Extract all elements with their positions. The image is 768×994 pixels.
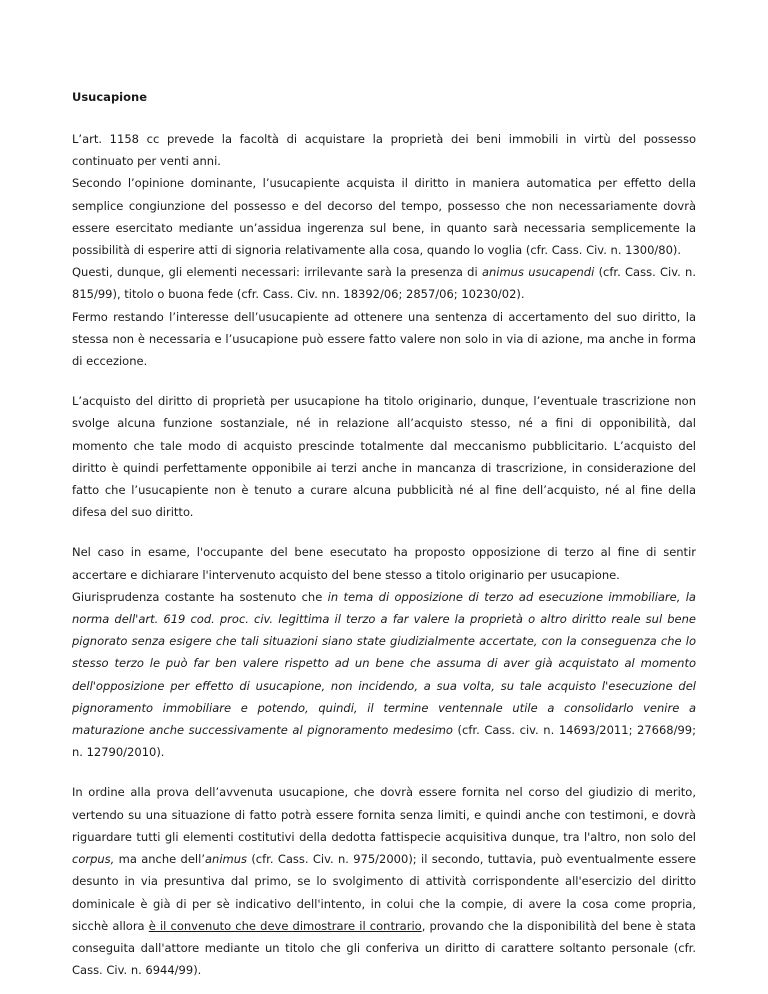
- paragraph-7: [72, 586, 696, 764]
- paragraph-2: Secondo l’opinione dominante, l’usucapiente acquista il diritto in maniera automatica per effetto della semplice congiunzione del possesso e del decorso del tempo, possesso che non necessariamente dovrà essere esercitato mediante un’assidua ingerenza sul bene, in quanto sarà necessaria semplicemente la possibilità di esperire atti di signoria relativamente alla cosa, quando lo voglia (cfr. Cass. Civ. n. 1300/80).: [72, 176, 696, 258]
- document-title: Usucapione: [72, 90, 148, 104]
- paragraph-1: L’art. 1158 cc prevede la facoltà di acquistare la proprietà dei beni immobili in virtù del possesso continuato per venti anni.: [72, 132, 696, 169]
- paragraph-7-emphasis: in tema di opposizione di terzo ad esecuzione immobiliare, la norma dell'art. 619 cod. proc. civ. legittima il terzo a far valere la proprietà o altro diritto reale sul bene pignorato senza esigere che tali situazioni siano state giudizialmente accertate, con la conseguenza che lo stesso terzo le può far ben valere rispetto ad un bene che assuma di aver già acquistato al momento dell'opposizione per effetto di usucapione, non incidendo, a sua volta, su tale acquisto l'esecuzione del pignoramento immobiliare e potendo, quindi, il termine ventennale utile a consolidarlo venire a maturazione anche successivamente al pignoramento medesimo: [72, 589, 696, 738]
- paragraph-8-text-b: ma anche dell’: [114, 852, 205, 867]
- paragraph-8-text-a: In ordine alla prova dell’avvenuta usucapione, che dovrà essere fornita nel corso del giudizio di merito, vertendo su una situazione di fatto potrà essere fornita senza limiti, e quindi anche con testimoni, e dovrà riguardare tutti gli elementi costitutivi della dedotta fattispecie acquisitiva dunque, tra l'altro, non solo del: [72, 785, 696, 844]
- paragraph-8-emphasis-corpus: corpus,: [72, 852, 115, 867]
- paragraph-gap: [72, 763, 696, 781]
- paragraph-4: Fermo restando l’interesse dell’usucapiente ad ottenere una sentenza di accertamento del suo diritto, la stessa non è necessaria e l’usucapione può essere fatto valere non solo in via di azione, ma anche in forma di eccezione.: [72, 309, 696, 369]
- paragraph-gap: [72, 372, 696, 390]
- paragraph-3-text-b: (cfr. Cass. Civ. n. 815/99), titolo o buona fede (cfr. Cass. Civ. nn. 18392/06; 2857/06; 10230/02).: [72, 265, 696, 302]
- paragraph-8-underlined: è il convenuto che deve dimostrare il contrario: [148, 918, 422, 933]
- paragraph-3-text-a: Questi, dunque, gli elementi necessari: irrilevante sarà la presenza di: [72, 265, 482, 280]
- paragraph-6: Nel caso in esame, l'occupante del bene esecutato ha proposto opposizione di terzo al fine di sentir accertare e dichiarare l'intervenuto acquisto del bene stesso a titolo originario per usucapione.: [72, 545, 696, 582]
- paragraph-7-text-a: Giurisprudenza costante ha sostenuto che: [72, 589, 328, 604]
- paragraph-8-text-c: (cfr. Cass. Civ. n. 975/2000); il secondo, tuttavia, può eventualmente essere desunto in via presuntiva dal primo, se lo svolgimento di attività corrispondente all'esercizio del diritto dominicale è già di per sè indicativo dell'intento, in colui che la compie, di avere la cosa come propria, sicchè allora: [72, 852, 696, 933]
- paragraph-3: [72, 261, 696, 305]
- paragraph-8-text-d: , provando che la disponibilità del bene è stata conseguita dall'attore mediante un titolo che gli conferiva un diritto di carattere soltanto personale (cfr. Cass. Civ. n. 6944/99).: [72, 918, 696, 978]
- paragraph-5: L’acquisto del diritto di proprietà per usucapione ha titolo originario, dunque, l’eventuale trascrizione non svolge alcuna funzione sostanziale, né in relazione all’acquisto stesso, né a fini di opponibilità, dal momento che tale modo di acquisto prescinde totalmente dal meccanismo pubblicitario. L’acquisto del diritto è quindi perfettamente opponibile ai terzi anche in mancanza di trascrizione, in considerazione del fatto che l’usucapiente non è tenuto a curare alcuna pubblicità né al fine dell’acquisto, né al fine della difesa del suo diritto.: [72, 394, 696, 520]
- paragraph-8-emphasis-animus: animus: [204, 852, 247, 867]
- paragraph-7-text-b: (cfr. Cass. civ. n. 14693/2011; 27668/99; n. 12790/2010).: [72, 723, 696, 760]
- paragraph-3-emphasis: animus usucapendi: [481, 265, 595, 280]
- paragraph-gap: [72, 523, 696, 541]
- paragraph-8: [72, 781, 696, 981]
